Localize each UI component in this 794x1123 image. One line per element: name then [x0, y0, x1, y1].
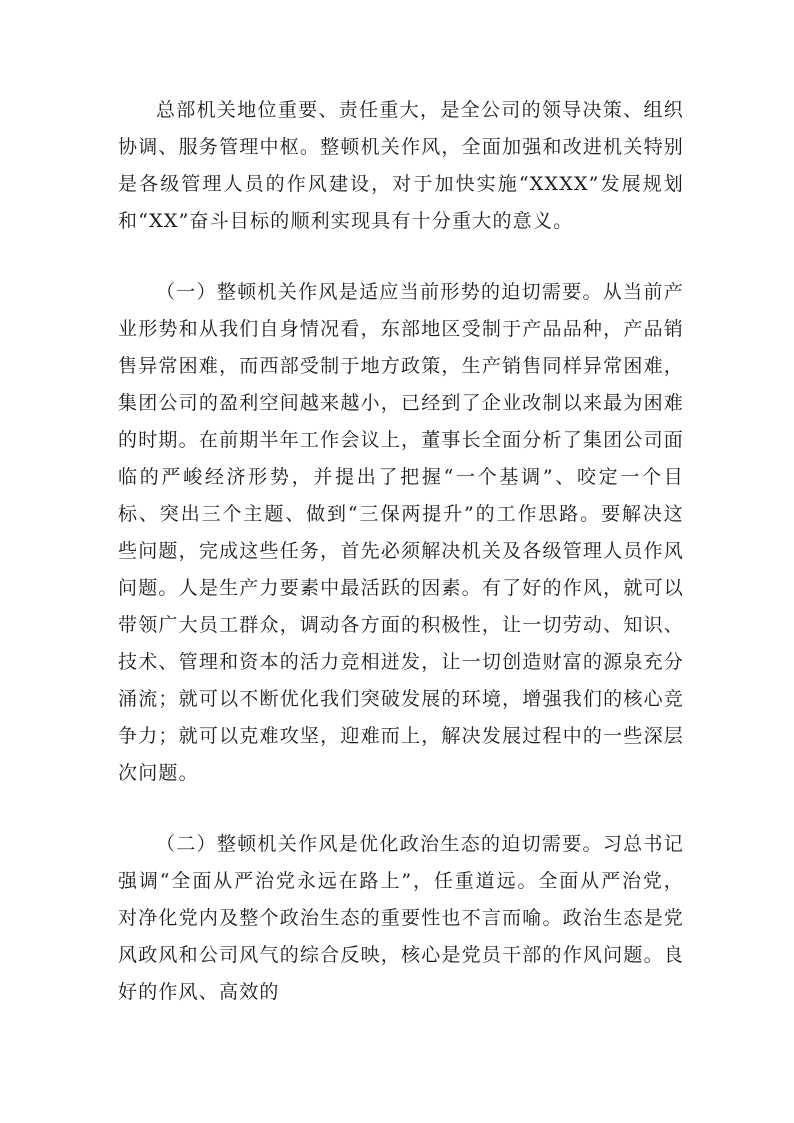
paragraph-section-2: （二）整顿机关作风是优化政治生态的迫切需要。习总书记强调“全面从严治党永远在路上”，任重道远。全面从严治党，对净化党内及整个政治生态的重要性也不言而喻。政治生态是党风政风和公司风气的综合反映，核心是党员干部的作风问题。良好的作风、高效的 [118, 833, 684, 1003]
paragraph-section-1: （一）整顿机关作风是适应当前形势的迫切需要。从当前产业形势和从我们自身情况看，东部地区受制于产品品种，产品销售异常困难，而西部受制于地方政策，生产销售同样异常困难，集团公司的盈利空间越来越小，已经到了企业改制以来最为困难的时期。在前期半年工作会议上，董事长全面分析了集团公司面临的严峻经济形势，并提出了把握“一个基调”、咬定一个目标、突出三个主题、做到“三保两提升”的工作思路。要解决这些问题，完成这些任务，首先必须解决机关及各级管理人员作风问题。人是生产力要素中最活跃的因素。有了好的作风，就可以带领广大员工群众，调动各方面的积极性，让一切劳动、知识、技术、管理和资本的活力竞相迸发，让一切创造财富的源泉充分涌流；就可以不断优化我们突破发展的环境，增强我们的核心竞争力；就可以克难攻坚，迎难而上，解决发展过程中的一些深层次问题。 [118, 281, 684, 784]
paragraph-intro: 总部机关地位重要、责任重大，是全公司的领导决策、组织协调、服务管理中枢。整顿机关作风，全面加强和改进机关特别是各级管理人员的作风建设，对于加快实施“XXXX”发展规划和“XX”奋斗目标的顺利实现具有十分重大的意义。 [118, 99, 684, 232]
document-page [118, 92, 684, 1011]
